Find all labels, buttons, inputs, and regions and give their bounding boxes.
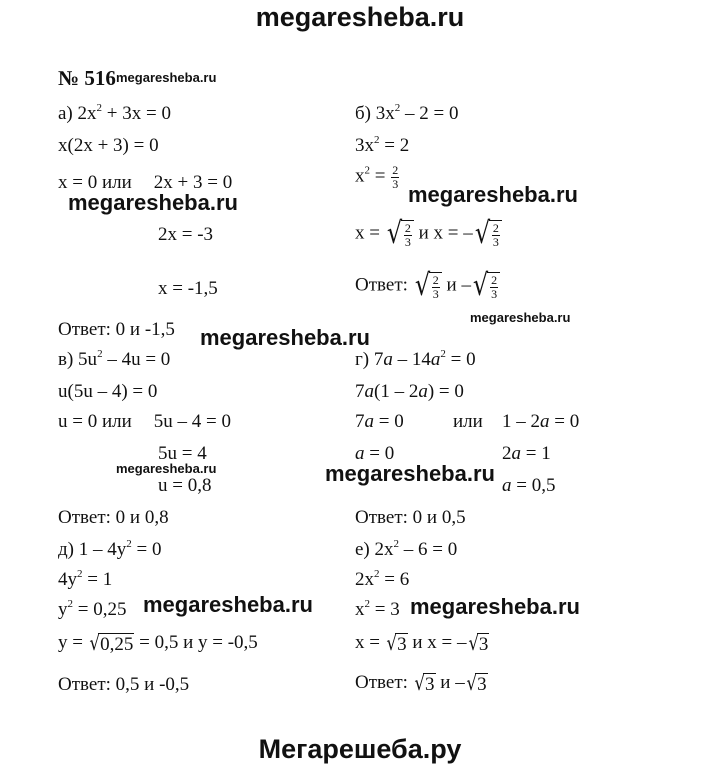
answer-v: Ответ: 0 и 0,8 xyxy=(58,507,169,528)
step-a-roots: x = 0 или 2x + 3 = 0 xyxy=(58,172,233,193)
step-g-linear: 2a = 1 xyxy=(502,443,551,464)
square-root: √ $\frac{2}{3}$ xyxy=(413,271,442,301)
step-a-linear: 2x = -3 xyxy=(158,224,214,245)
step-e-roots: x = √3 и x = –√3 xyxy=(355,631,489,656)
fraction: $\frac{2}{3}$ xyxy=(392,163,399,191)
watermark: megaresheba.ru xyxy=(68,190,238,215)
step-v-roots: u = 0 или 5u – 4 = 0 xyxy=(58,411,232,432)
answer-g: Ответ: 0 и 0,5 xyxy=(355,507,466,528)
square-root: √3 xyxy=(386,631,407,656)
square-root: √ $\frac{2}{3}$ xyxy=(385,219,414,249)
square-root: √0,25 xyxy=(89,631,134,656)
watermark: megaresheba.ru xyxy=(143,592,313,617)
step-a-factored: x(2x + 3) = 0 xyxy=(58,135,159,156)
step-b-divide: $x^2$ = $\frac{2}{3}$ xyxy=(355,163,399,191)
equation-a: а) $2x^2 + 3x = 0$ xyxy=(58,102,171,124)
answer-b: Ответ: √ $\frac{2}{3}$ и –√ $\frac{2}{3}$ xyxy=(355,271,500,301)
step-g-factored: 7a(1 – 2a) = 0 xyxy=(355,381,464,402)
answer-e: Ответ: √3 и –√3 xyxy=(355,671,487,696)
step-e-isolate: $2x^2 = 6$ xyxy=(355,568,410,590)
square-root: √3 xyxy=(413,671,435,696)
step-b-isolate: $3x^2 = 2$ xyxy=(355,134,410,156)
square-root: √3 xyxy=(466,671,487,696)
equation-b: б) $3x^2 - 2 = 0$ xyxy=(355,102,459,124)
equation-e: е) $2x^2 - 6 = 0$ xyxy=(355,538,458,560)
step-g-zero: a = 0 xyxy=(355,443,395,464)
site-footer: Мегарешеба.ру xyxy=(258,734,462,764)
watermark: megaresheba.ru xyxy=(325,461,495,486)
step-g-root-2: 1 – 2a = 0 xyxy=(502,411,580,432)
step-d-divide: $y^2 = 0,25$ xyxy=(58,598,127,620)
watermark: megaresheba.ru xyxy=(408,182,578,207)
watermark: megaresheba.ru xyxy=(116,461,217,476)
step-b-roots: x = √ $\frac{2}{3}$ и x = –√ $\frac{2}{3}$ xyxy=(355,219,502,249)
step-d-isolate: $4y^2 = 1$ xyxy=(58,568,113,590)
step-g-root-1: 7a = 0 xyxy=(355,411,404,432)
square-root: √ $\frac{2}{3}$ xyxy=(473,219,502,249)
step-a-root: x = -1,5 xyxy=(158,278,218,299)
step-d-roots: y = √0,25 = 0,5 и y = -0,5 xyxy=(58,631,258,656)
watermark: megaresheba.ru xyxy=(200,325,370,350)
step-e-divide: $x^2 = 3$ xyxy=(355,598,400,620)
watermark: megaresheba.ru xyxy=(410,594,580,619)
watermark: megaresheba.ru xyxy=(116,70,217,85)
watermark: megaresheba.ru xyxy=(470,310,571,325)
step-v-linear: 5u = 4 xyxy=(158,443,207,464)
step-v-root: u = 0,8 xyxy=(158,475,212,496)
problem-number: № 516 xyxy=(58,66,116,90)
step-v-factored: u(5u – 4) = 0 xyxy=(58,381,158,402)
step-g-root: a = 0,5 xyxy=(502,475,556,496)
equation-v: в) $5u^2 - 4u = 0$ xyxy=(58,348,171,370)
square-root: √ $\frac{2}{3}$ xyxy=(471,271,500,301)
equation-d: д) $1 - 4y^2 = 0$ xyxy=(58,538,162,560)
site-header: megaresheba.ru xyxy=(255,2,465,32)
square-root: √3 xyxy=(467,631,489,656)
answer-d: Ответ: 0,5 и -0,5 xyxy=(58,674,190,695)
equation-g: г) $7a - 14a^2 = 0$ xyxy=(355,348,476,370)
step-g-or: или xyxy=(453,411,483,432)
answer-a: Ответ: 0 и -1,5 xyxy=(58,319,175,340)
